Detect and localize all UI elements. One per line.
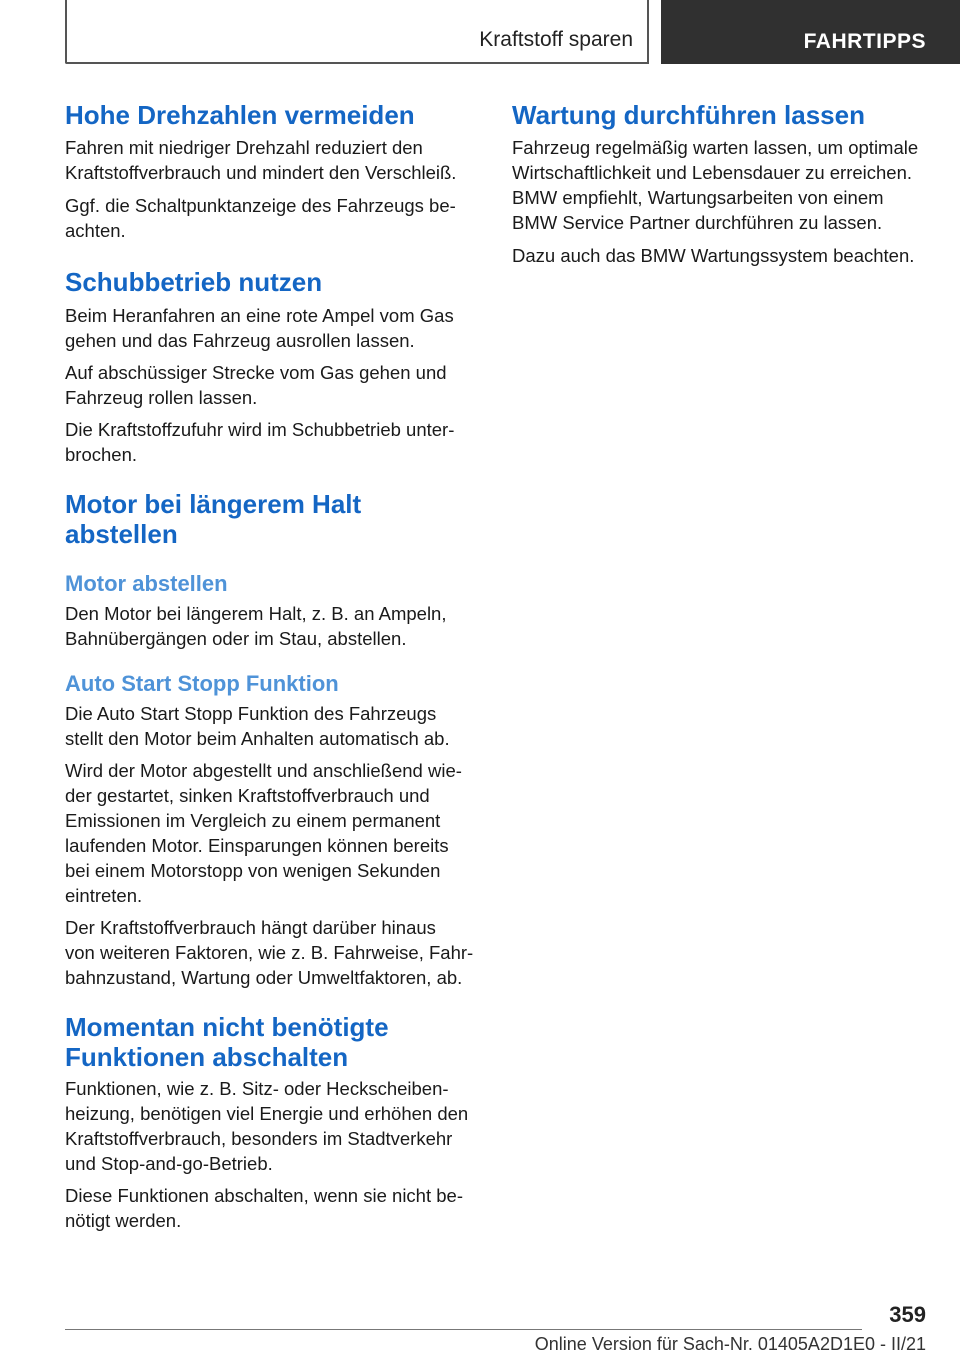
- heading-funktionen-abschalten: Momentan nicht benötigte Funktionen abschalten: [65, 1012, 389, 1072]
- paragraph: Auf abschüssiger Strecke vom Gas gehen und Fahrzeug rollen lassen.: [65, 362, 447, 408]
- section-title: Kraftstoff sparen: [479, 28, 633, 51]
- footer-version-text: Online Version für Sach-Nr. 01405A2D1E0 - II/21: [534, 1334, 926, 1354]
- paragraph: Die Auto Start Stopp Funktion des Fahrzeugs stellt den Motor beim Anhalten automatisch ab.: [65, 703, 450, 749]
- footer-divider: [65, 1329, 862, 1330]
- paragraph: Dazu auch das BMW Wartungssystem beachten.: [512, 245, 915, 266]
- subheading-motor-abstellen: Motor abstellen: [65, 571, 228, 596]
- paragraph: Fahren mit niedriger Drehzahl reduziert den Kraftstoffverbrauch und mindert den Verschleiß.: [65, 137, 457, 183]
- paragraph: Funktionen, wie z. B. Sitz- oder Heckscheiben‐ heizung, benötigen viel Energie und erhöhen den Kraftstoffverbrauch, besonders im Stadtverkehr und Stop-and-go-Betrieb.: [65, 1078, 469, 1174]
- section-tab: [65, 0, 649, 64]
- paragraph: Den Motor bei längerem Halt, z. B. an Ampeln, Bahnübergängen oder im Stau, abstellen.: [65, 603, 447, 649]
- page-number: 359: [889, 1302, 926, 1327]
- heading-hohe-drehzahlen: Hohe Drehzahlen vermeiden: [65, 100, 415, 130]
- chapter-title: FAHRTIPPS: [803, 30, 926, 53]
- paragraph: Diese Funktionen abschalten, wenn sie nicht be‐ nötigt werden.: [65, 1185, 463, 1231]
- page-header: [0, 0, 960, 66]
- paragraph: Die Kraftstoffzufuhr wird im Schubbetrieb unter‐ brochen.: [65, 419, 455, 465]
- chapter-tab: [661, 0, 960, 64]
- subheading-auto-start-stopp: Auto Start Stopp Funktion: [65, 671, 339, 696]
- paragraph: Wird der Motor abgestellt und anschließend wie‐ der gestartet, sinken Kraftstoffverbrauch und Emissionen im Vergleich zu einem permanent laufenden Motor. Einsparungen können bereits bei einem Motorstopp von wenigen Sekunden eintreten.: [65, 760, 462, 906]
- paragraph: Beim Heranfahren an eine rote Ampel vom Gas gehen und das Fahrzeug ausrollen lassen.: [65, 305, 454, 351]
- heading-schubbetrieb: Schubbetrieb nutzen: [65, 267, 323, 297]
- paragraph: Ggf. die Schaltpunktanzeige des Fahrzeugs be‐ achten.: [65, 195, 456, 241]
- heading-wartung: Wartung durchführen lassen: [512, 100, 865, 130]
- right-column: [512, 100, 937, 268]
- paragraph: Fahrzeug regelmäßig warten lassen, um optimale Wirtschaftlichkeit und Lebensdauer zu erreichen. BMW empfiehlt, Wartungsarbeiten von einem BMW Service Partner durchführen zu lassen.: [512, 137, 919, 233]
- paragraph: Der Kraftstoffverbrauch hängt darüber hinaus von weiteren Faktoren, wie z. B. Fahrweise, Fahr‐ bahnzustand, Wartung oder Umweltfaktoren, ab.: [65, 917, 474, 988]
- heading-motor-abstellen-halt: Motor bei längerem Halt abstellen: [65, 489, 362, 549]
- left-column: [65, 100, 485, 1233]
